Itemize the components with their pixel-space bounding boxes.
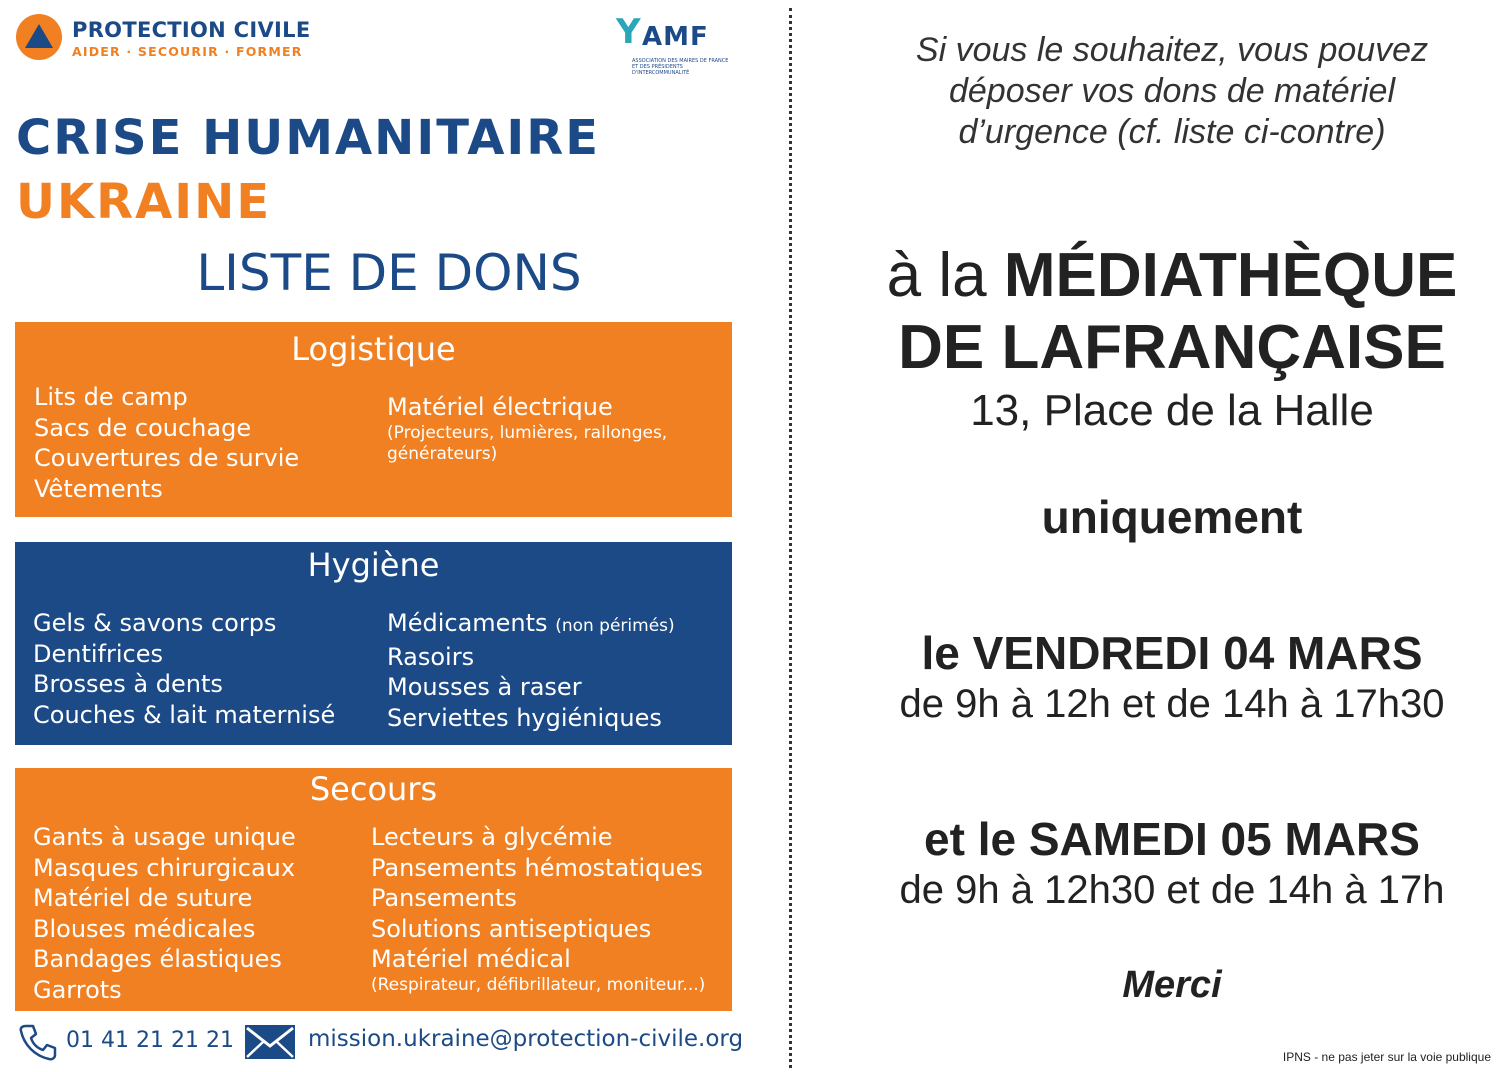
ipns-footer: IPNS - ne pas jeter sur la voie publique [1282, 1050, 1491, 1064]
intro-text [838, 30, 1506, 153]
list-item: Matériel médical [371, 945, 571, 973]
list-item: Serviettes hygiéniques [387, 703, 662, 732]
title-line-1: CRISE HUMANITAIRE [16, 110, 600, 166]
logistique-left-list [34, 382, 299, 504]
phone-icon [18, 1022, 58, 1062]
list-item: Garrots [33, 975, 122, 1004]
list-item: Vêtements [34, 474, 163, 503]
venue-address: 13, Place de la Halle [970, 386, 1374, 435]
date-1: le VENDREDI 04 MARS [921, 627, 1423, 679]
amf-tree-icon: Y [616, 12, 641, 52]
list-item: Matériel électrique [387, 393, 613, 421]
list-item: Mousses à raser [387, 673, 582, 701]
list-item: Masques chirurgicaux [33, 853, 296, 882]
list-item: Rasoirs [387, 642, 475, 671]
phone-number[interactable]: 01 41 21 21 21 [66, 1028, 234, 1053]
secours-right-list [371, 822, 705, 996]
dotted-divider [789, 8, 792, 1068]
list-item: Gants à usage unique [33, 823, 296, 851]
list-item-note: (Respirateur, défibrillateur, moniteur...) [371, 974, 706, 995]
list-item-note: (Projecteurs, lumières, rallonges, générateurs) [387, 422, 668, 464]
list-item: Matériel de suture [33, 884, 253, 912]
section-title: Secours [309, 770, 438, 808]
list-item [387, 608, 675, 642]
list-item: Lits de camp [34, 383, 188, 411]
list-item: Blouses médicales [33, 914, 256, 943]
logistique-right-list [387, 392, 707, 465]
list-item: Couches & lait maternisé [33, 700, 336, 729]
section-title: Logistique [291, 330, 456, 368]
intro-line: déposer vos dons de matériel [948, 72, 1396, 110]
uniquement-label: uniquement [1041, 491, 1303, 543]
venue-name: MÉDIATHÈQUE [1003, 241, 1458, 310]
intro-line: Si vous le souhaitez, vous pouvez [915, 31, 1429, 69]
list-item-note: (non périmés) [555, 616, 675, 636]
section-secours [15, 768, 732, 1011]
list-item: Gels & savons corps [33, 609, 277, 637]
hygiene-left-list [33, 608, 335, 730]
protection-civile-logo [16, 14, 336, 64]
hours-1: de 9h à 12h et de 14h à 17h30 [899, 682, 1445, 726]
amf-logo [612, 12, 732, 76]
list-item: Pansements hémostatiques [371, 853, 703, 882]
venue-line-2: DE LAFRANÇAISE [898, 313, 1446, 382]
protection-civile-name: PROTECTION CIVILE [72, 18, 311, 42]
list-item: Sacs de couchage [34, 413, 252, 442]
intro-line: d’urgence (cf. liste ci-contre) [958, 113, 1386, 151]
title-line-3: LISTE DE DONS [196, 244, 582, 302]
date-2: et le SAMEDI 05 MARS [924, 813, 1420, 865]
protection-civile-emblem-icon [16, 14, 62, 60]
hours-2: de 9h à 12h30 et de 14h à 17h [899, 868, 1445, 912]
list-item: Bandages élastiques [33, 945, 282, 973]
list-item: Pansements [371, 884, 517, 912]
list-item: Brosses à dents [33, 670, 223, 698]
email-address[interactable]: mission.ukraine@protection-civile.org [308, 1026, 744, 1052]
list-item: Lecteurs à glycémie [371, 823, 613, 851]
protection-civile-tagline: AIDER · SECOURIR · FORMER [72, 44, 303, 59]
list-item-label: Médicaments [387, 609, 548, 637]
title-line-2: UKRAINE [16, 174, 272, 230]
mail-icon [244, 1024, 296, 1060]
section-hygiene [15, 542, 732, 745]
section-title: Hygiène [307, 546, 440, 584]
list-item: Solutions antiseptiques [371, 914, 652, 943]
venue-line-1 [838, 240, 1506, 312]
amf-name: AMF [642, 22, 709, 52]
thanks-text: Merci [1122, 964, 1222, 1006]
list-item: Couvertures de survie [34, 444, 300, 472]
list-item: Dentifrices [33, 639, 163, 668]
section-logistique [15, 322, 732, 517]
secours-left-list [33, 822, 296, 1005]
venue-prefix: à la [886, 241, 987, 310]
amf-subtitle: ASSOCIATION DES MAIRES DE FRANCE ET DES PRÉSIDENTS D'INTERCOMMUNALITÉ [632, 58, 729, 76]
hygiene-right-list [387, 608, 675, 733]
